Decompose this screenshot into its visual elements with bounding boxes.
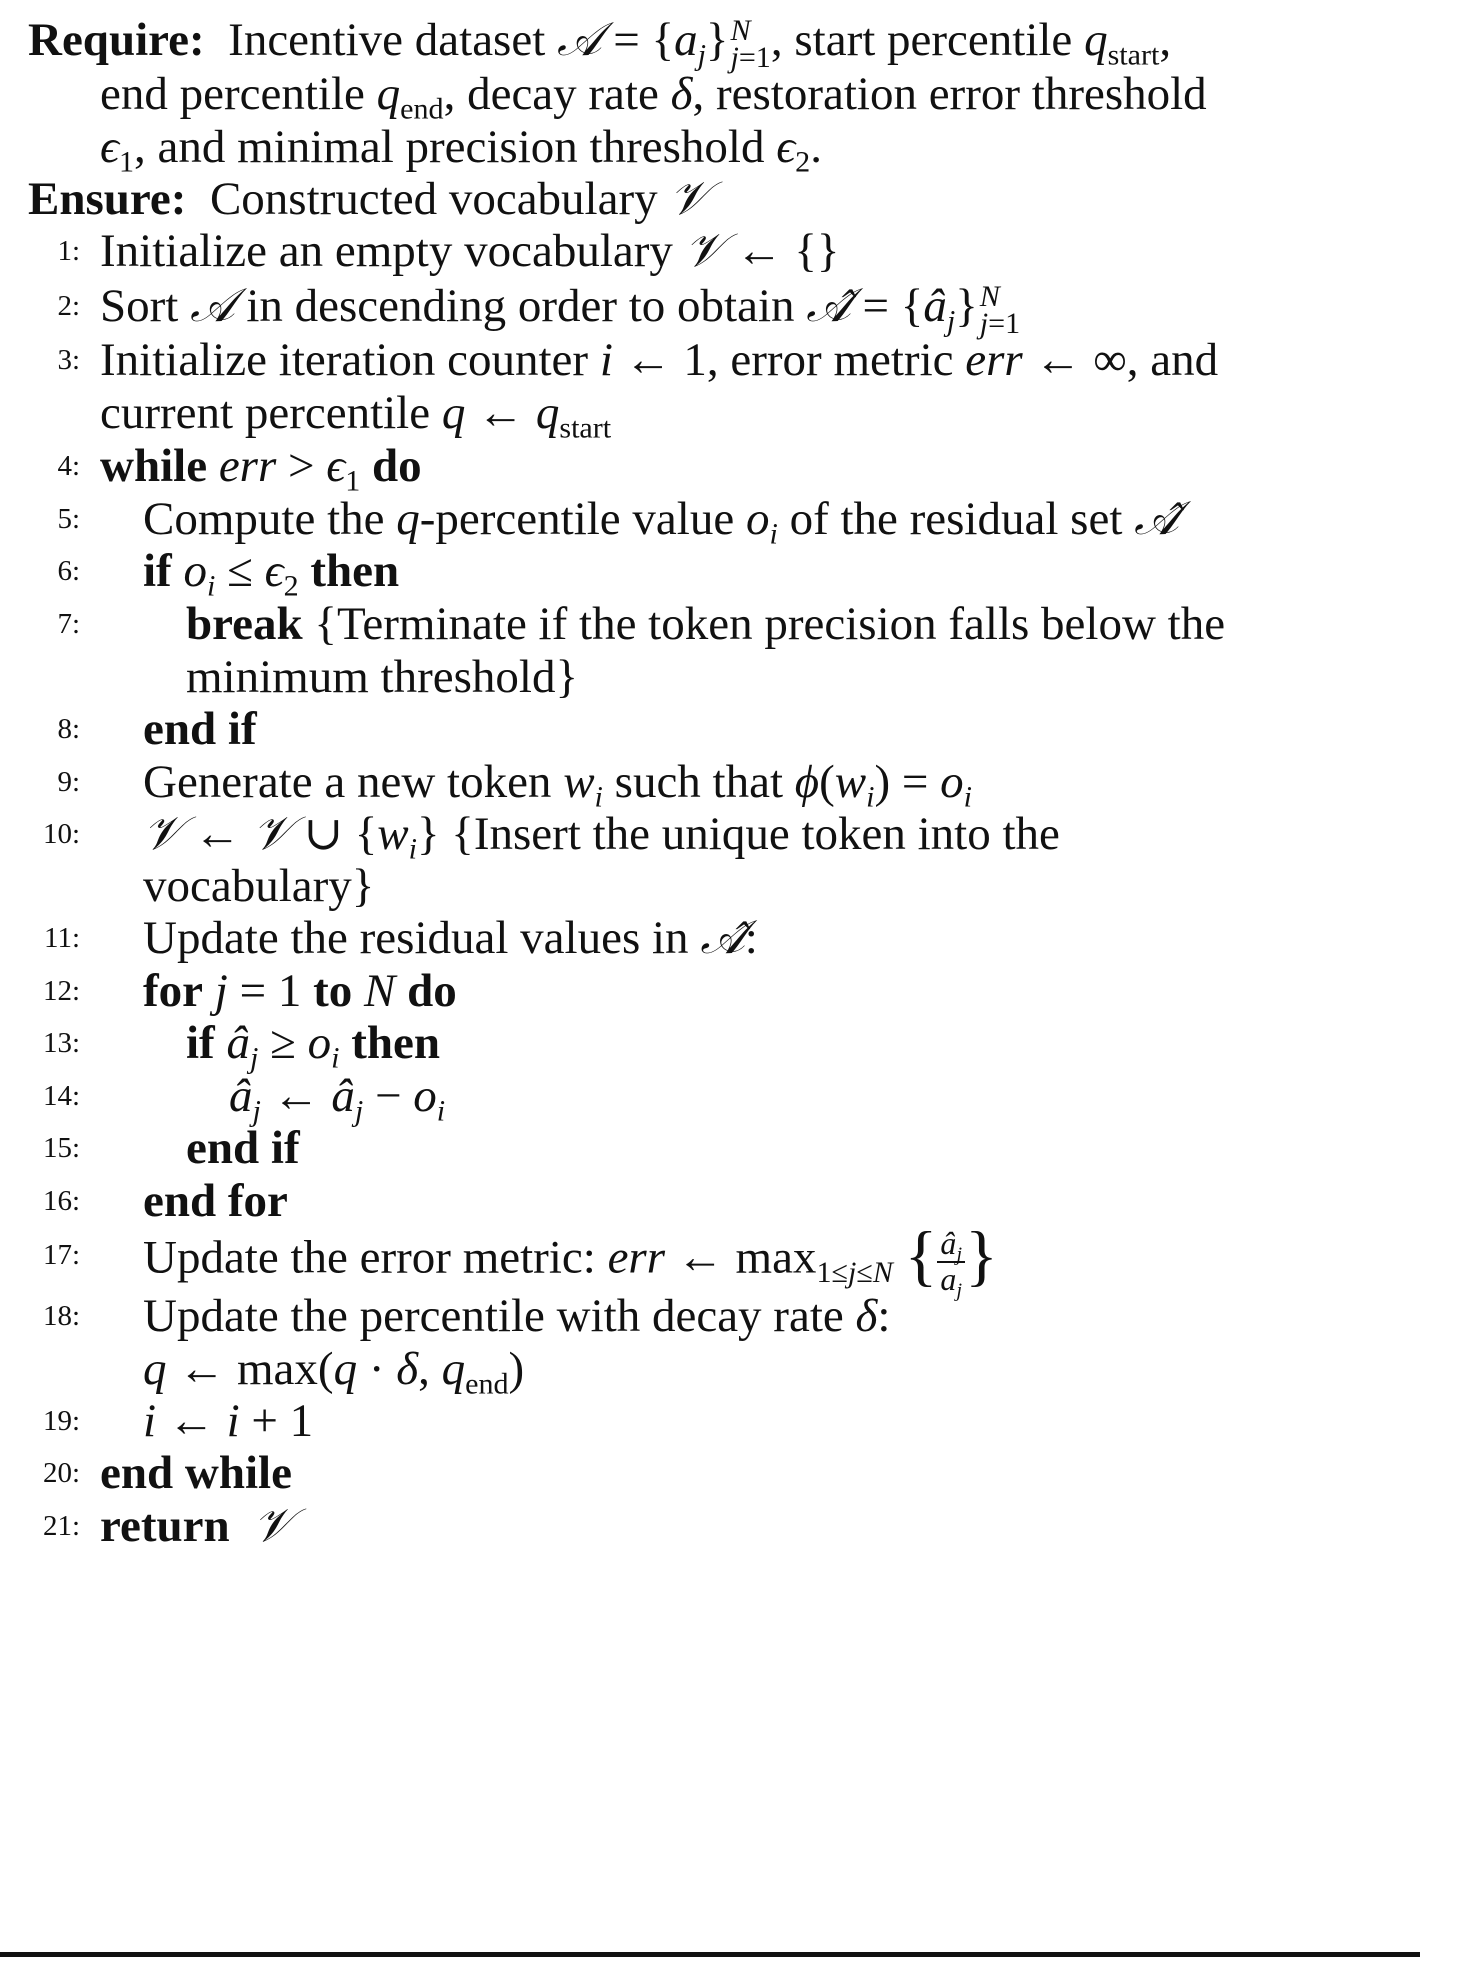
line-number: 1: <box>57 235 80 267</box>
step-14: $â_j$ ← $â_j - o_i$ <box>229 1070 446 1128</box>
line-number: 11: <box>44 922 80 954</box>
line-number: 8: <box>57 713 80 745</box>
step-text: and <box>1150 334 1219 386</box>
step-6: if $o_i \le \epsilon_2$ then <box>143 545 400 603</box>
line-number: 20: <box>42 1457 80 1489</box>
step-8 <box>143 699 257 759</box>
require-text: end percentile <box>100 68 365 120</box>
step-21: return 𝒱 <box>100 1498 293 1553</box>
ensure-keyword: Ensure: <box>28 173 187 225</box>
line-number: 4: <box>57 450 80 482</box>
step-text: {Insert the unique token into the <box>451 808 1060 860</box>
keyword: then <box>351 1017 441 1069</box>
keyword: to <box>313 965 353 1017</box>
line-number: 13: <box>42 1027 80 1059</box>
step-9: Generate a new token $w_i$ such that $\phi(w_i) = o_i$ <box>143 756 973 814</box>
step-text: of the residual set <box>789 493 1123 545</box>
step-10: 𝒱 ← 𝒱 ∪ $\{w_i\}$ {Insert the unique token into the <box>143 806 1060 866</box>
line-number: 17: <box>42 1239 80 1271</box>
step-text: Compute the <box>143 493 385 545</box>
line-number: 9: <box>57 766 80 798</box>
require-line-3: $\epsilon_1$, and minimal precision threshold $\epsilon_2$. <box>100 121 822 179</box>
require-text: start percentile <box>794 14 1073 66</box>
step-text: Update the residual values in <box>143 912 689 964</box>
keyword: return <box>100 1500 230 1552</box>
keyword: while <box>100 440 208 492</box>
step-7-cont <box>186 647 578 707</box>
step-text: such that <box>614 756 784 808</box>
keyword: for <box>143 965 204 1017</box>
step-5: Compute the q-percentile value $o_i$ of the residual set 𝒜̂ <box>143 491 1179 551</box>
variable: err <box>218 440 277 492</box>
step-2: Sort 𝒜 in descending order to obtain 𝒜̂ = $\{â_j\}$ N j=1 <box>100 278 1021 341</box>
keyword: if <box>186 1017 215 1069</box>
ensure-text: Constructed vocabulary <box>209 173 658 225</box>
line-number: 12: <box>42 975 80 1007</box>
require-keyword: Require: <box>28 14 205 66</box>
require-text: restoration error threshold <box>715 68 1207 120</box>
step-4: while err > $\epsilon_1$ do <box>100 440 422 498</box>
step-3-cont: current percentile q ← $q_{start}$ <box>100 387 612 445</box>
line-number: 21: <box>42 1510 80 1542</box>
keyword: end if <box>143 703 257 755</box>
keyword: if <box>143 545 172 597</box>
step-text: -percentile value <box>419 493 735 545</box>
keyword: end if <box>186 1122 300 1174</box>
step-text: in descending order to obtain <box>246 280 795 332</box>
step-text: Sort <box>100 280 179 332</box>
step-10-cont <box>143 856 374 916</box>
require-line-1: Require: Incentive dataset 𝒜 = $\{a_j\}$ N j=1 , start percentile $q_{start}$, <box>28 12 1172 75</box>
keyword: then <box>310 545 400 597</box>
function-name: max <box>735 1231 817 1284</box>
step-text: vocabulary} <box>143 860 375 912</box>
step-19: i ← i + 1 <box>143 1395 314 1447</box>
line-number: 14: <box>42 1080 80 1112</box>
require-text: and minimal precision threshold <box>157 121 765 173</box>
step-18: Update the percentile with decay rate δ: <box>143 1290 891 1342</box>
ensure-line: Ensure: Constructed vocabulary 𝒱 <box>28 171 709 226</box>
step-1: Initialize an empty vocabulary 𝒱 ← {} <box>100 223 840 278</box>
keyword: end while <box>100 1447 292 1499</box>
keyword: break <box>186 598 303 650</box>
line-number: 16: <box>42 1185 80 1217</box>
line-number: 15: <box>42 1132 80 1164</box>
step-13: if $â_j \ge o_i$ then <box>186 1017 441 1075</box>
step-text: Update the error metric: <box>143 1231 596 1284</box>
step-12: for j = 1 to N do <box>143 965 457 1017</box>
step-20 <box>100 1443 292 1503</box>
step-18-cont: q ← max(q · δ, $q_{end}$) <box>143 1343 525 1401</box>
require-text: Incentive dataset <box>228 14 546 66</box>
function-name: max <box>237 1343 318 1395</box>
keyword: do <box>407 965 457 1017</box>
step-7 <box>186 594 1225 654</box>
line-number: 6: <box>57 555 80 587</box>
line-number: 3: <box>57 344 80 376</box>
step-text: minimum threshold} <box>186 651 579 703</box>
line-number: 10: <box>42 818 80 850</box>
step-text: Update the percentile with decay rate <box>143 1290 844 1342</box>
step-15 <box>186 1118 300 1178</box>
require-text: decay rate <box>467 68 659 120</box>
step-text: {Terminate if the token precision falls below the <box>314 598 1226 650</box>
keyword: do <box>372 440 422 492</box>
step-11: Update the residual values in 𝒜̂: <box>143 910 758 965</box>
bottom-rule <box>0 1952 1420 1957</box>
step-text: error metric <box>730 334 954 386</box>
step-17: Update the error metric: err ← $\max_{1\le j\le N}$ { $\frac{â_j}{a_j}$ } <box>143 1217 998 1302</box>
require-line-2: end percentile $q_{end}$, decay rate δ, restoration error threshold <box>100 68 1207 126</box>
step-3: Initialize iteration counter i ← 1, error metric err ← ∞, and <box>100 334 1219 386</box>
keyword: end for <box>143 1175 288 1227</box>
step-text: current percentile <box>100 387 431 439</box>
line-number: 19: <box>42 1405 80 1437</box>
line-number: 5: <box>57 503 80 535</box>
line-number: 18: <box>42 1300 80 1332</box>
step-16 <box>143 1171 288 1231</box>
step-text: Initialize iteration counter <box>100 334 589 386</box>
variable: err <box>607 1231 666 1284</box>
step-text: Initialize an empty vocabulary <box>100 225 673 277</box>
step-text: Generate a new token <box>143 756 552 808</box>
line-number: 7: <box>57 608 80 640</box>
line-number: 2: <box>57 290 80 322</box>
